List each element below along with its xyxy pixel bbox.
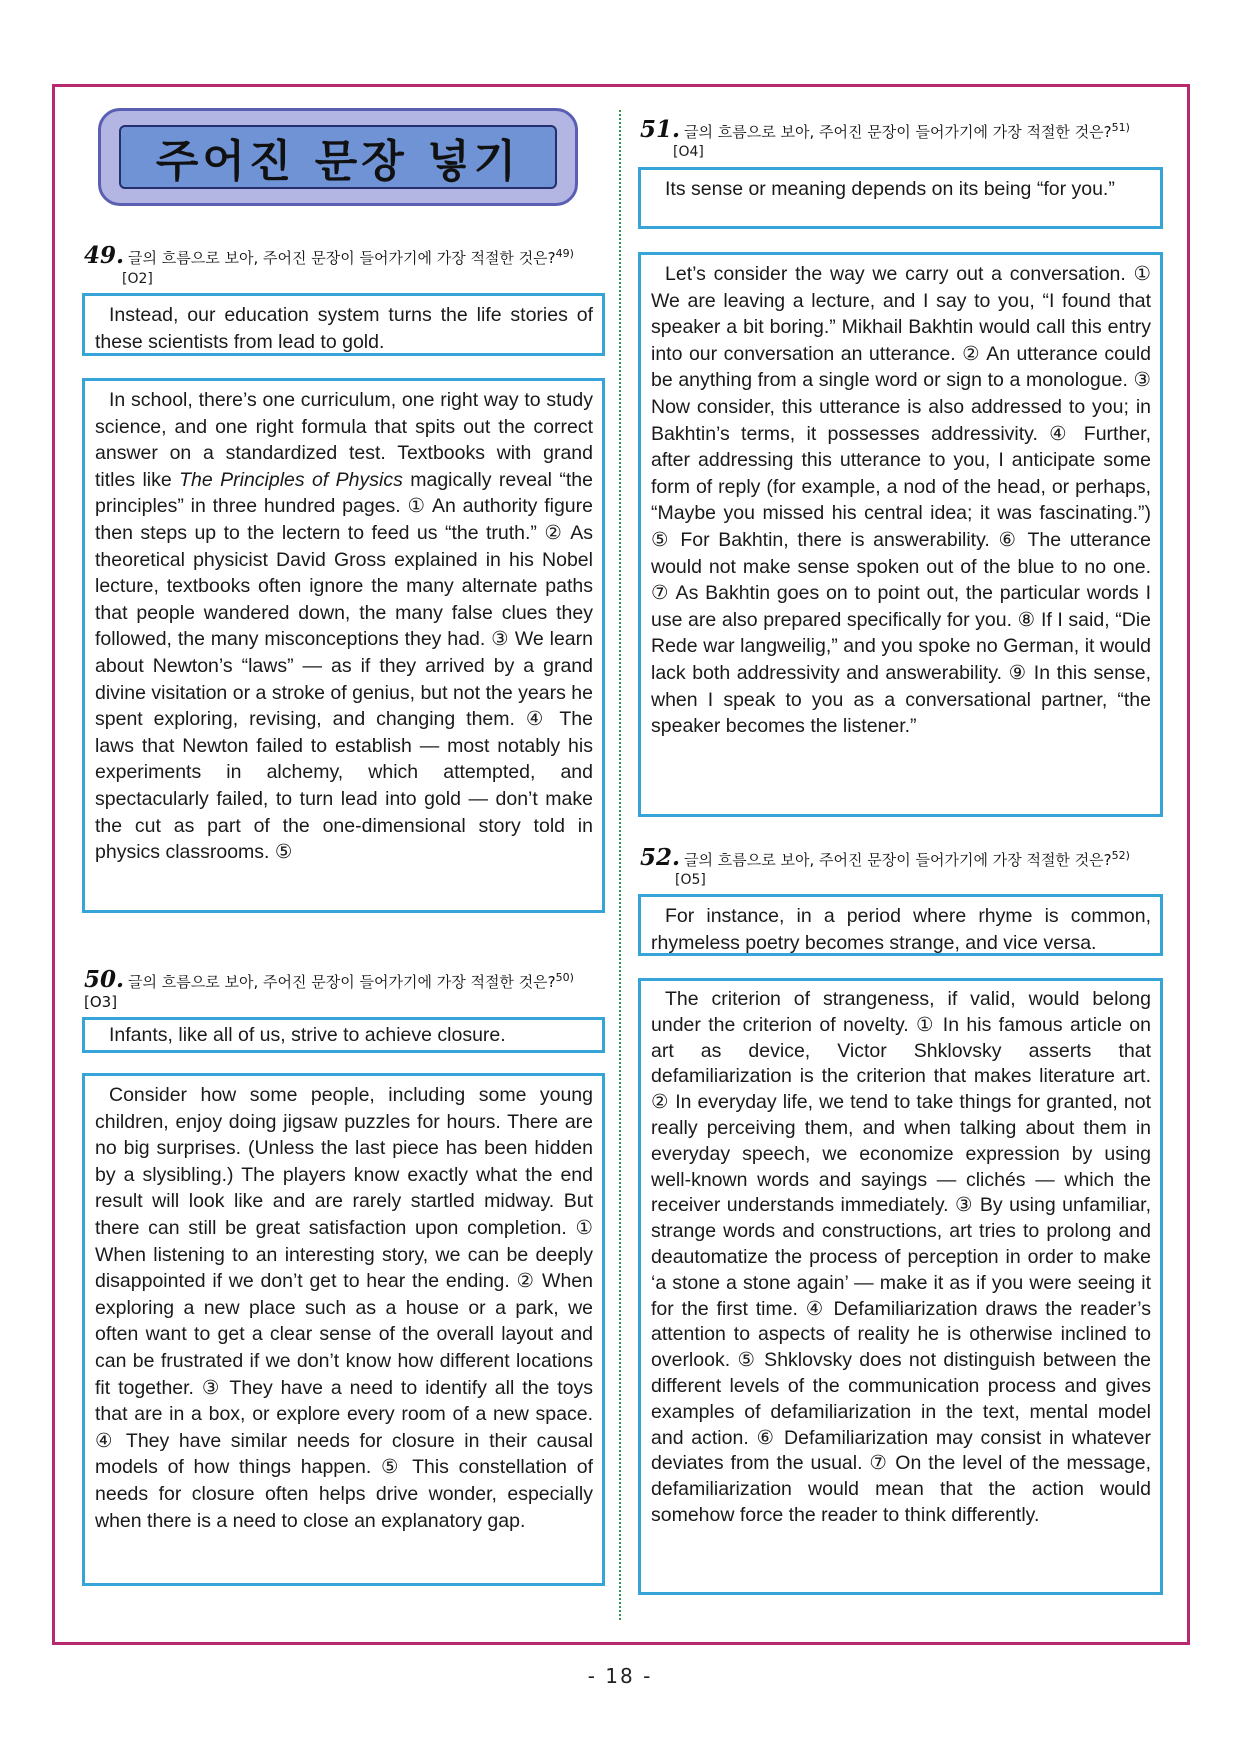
question-prompt: 글의 흐름으로 보아, 주어진 문장이 들어가기에 가장 적절한 것은? [684,123,1112,141]
question-50-header [84,968,606,1012]
given-sentence: Instead, our education system turns the life stories of these scientists from lead to gold. [95,304,593,353]
given-sentence-box [82,1017,605,1053]
section-title-inner [119,125,557,189]
question-code: [O4] [673,144,704,160]
given-sentence-box [638,167,1163,229]
footnote-marker: 52) [1111,849,1130,862]
question-prompt: 글의 흐름으로 보아, 주어진 문장이 들어가기에 가장 적절한 것은? [684,851,1112,869]
passage-box [638,978,1163,1595]
question-prompt: 글의 흐름으로 보아, 주어진 문장이 들어가기에 가장 적절한 것은? [128,973,556,991]
footnote-marker: 50) [555,971,574,984]
footnote-marker: 51) [1111,121,1130,134]
passage-text: Consider how some people, including some young children, enjoy doing jigsaw puzzles for hours. There are no big surprises. (Unless the last piece has been hidden by a slysibling.) The players know exactly what the end result will look like and are rarely startled midway. But there can still be great satisfaction upon completion. ① When listening to an interesting story, we can be deeply disappointed if we don’t get to hear the ending. ② When exploring a new place such as a house or a park, we often want to get a clear sense of the overall layout and can be frustrated if we don’t know how different locations fit together. ③ They have a need to identify all the toys that are in a box, or explore every room of a new space. ④ They have similar needs for closure in their causal models of how things happen. ⑤ This constellation of needs for closure often helps drive wonder, especially when there is a need to close an explanatory gap. [95,1084,593,1532]
given-sentence: Its sense or meaning depends on its being “for you.” [665,178,1115,200]
question-number: 50. [84,966,125,993]
section-title: 주어진 문장 넣기 [155,136,521,187]
question-number: 52. [640,844,681,871]
question-52-header [640,846,1170,870]
section-title-badge [98,108,578,206]
given-sentence: Infants, like all of us, strive to achieve closure. [109,1024,506,1046]
question-code: [O2] [122,271,153,287]
question-51-header [640,118,1170,142]
question-number: 51. [640,116,681,143]
passage-text: The criterion of strangeness, if valid, would belong under the criterion of novelty. ① In his famous article on art as device, Victor Shklovsky asserts that defamiliarization is the criterion that makes literature art. ② In everyday life, we tend to take things for granted, not really perceiving them, and when talking about them in everyday speech, we economize expression by using well-known words and sayings — clichés — which the receiver understands immediately. ③ By using unfamiliar, strange words and constructions, art tries to prolong and deautomatize the process of perception in order to make ‘a stone a stone again’ — make it as if you were seeing it for the first time. ④ Defamiliarization draws the reader’s attention to aspects of reality he is otherwise inclined to overlook. ⑤ Shklovsky does not distinguish between the different levels of the communication process and gives examples of defamiliarization in the text, mental model and action. ⑥ Defamiliarization may consist in whatever deviates from the usual. ⑦ On the level of the message, defamiliarization would mean that the action would somehow force the reader to think differently. [651,988,1151,1526]
passage-text: Let’s consider the way we carry out a conversation. ① We are leaving a lecture, and I say to you, “I found that speaker a bit boring.” Mikhail Bakhtin would call this entry into our conversation an utterance. ② An utterance could be anything from a single word or sign to a monologue. ③ Now consider, this utterance is also addressed to you; in Bakhtin’s terms, it possesses addressivity. ④ Further, after addressing this utterance to you, I anticipate some form of reply (for example, a nod of the head, or perhaps, “Maybe you missed his central idea; it was fascinating.”) ⑤ For Bakhtin, there is answerability. ⑥ The utterance would not make sense spoken out of the blue to no one. ⑦ As Bakhtin goes on to point out, the particular words I use are also prepared specifically for you. ⑧ If I said, “Die Rede war langweilig,” and you spoke no German, it would lack both addressivity and answerability. ⑨ In this sense, when I speak to you as a conversational partner, “the speaker becomes the listener.” [651,263,1151,738]
footnote-marker: 49) [555,247,574,260]
question-number: 49. [84,242,125,269]
passage-box [638,252,1163,817]
passage-box [82,378,605,913]
question-49-header [84,244,614,268]
passage-text: In school, there’s one curriculum, one right way to study science, and one right formula that spits out the correct answer on a standardized test. Textbooks with grand titles like The Principles of Physics magically reveal “the principles” in three hundred pages. ① An authority figure then steps up to the lectern to feed us “the truth.” ② As theoretical physicist David Gross explained in his Nobel lecture, textbooks often ignore the many alternate paths that people wandered down, the many false clues they followed, the many misconceptions they had. ③ We learn about Newton’s “laws” — as if they arrived by a grand divine visitation or a stroke of genius, but not the years he spent exploring, revising, and changing them. ④ The laws that Newton failed to establish — most notably his experiments in alchemy, which attempted, and spectacularly failed, to turn lead into gold — don’t make the cut as part of the one-dimensional story told in physics classrooms. ⑤ [95,389,593,864]
given-sentence: For instance, in a period where rhyme is common, rhymeless poetry becomes strange, and vice versa. [651,905,1151,954]
given-sentence-box [82,293,605,356]
question-prompt: 글의 흐름으로 보아, 주어진 문장이 들어가기에 가장 적절한 것은? [128,249,556,267]
passage-box [82,1073,605,1586]
page-number: - 18 - [587,1664,653,1688]
question-code: [O5] [675,872,706,888]
column-divider [619,110,621,1620]
question-code: [O3] [84,993,118,1011]
given-sentence-box [638,894,1163,956]
